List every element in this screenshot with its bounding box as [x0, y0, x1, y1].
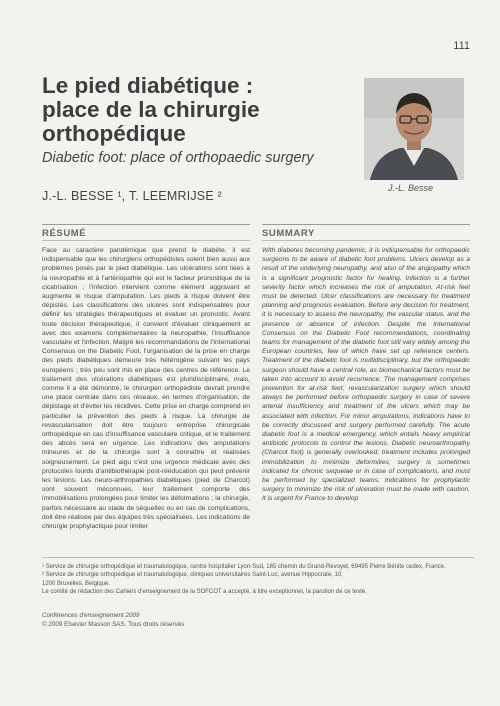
title-block [42, 74, 342, 166]
conference-line: Conférences d'enseignement 2009 [42, 612, 140, 619]
footnotes [42, 557, 474, 596]
article-subtitle: Diabetic foot: place of orthopaedic surgery [42, 150, 314, 166]
summary-text: With diabetes becoming pandemic, it is indispensable for orthopaedic surgeons to be aware of diabetic foot problems. Ulcers develop as a result of the underlying neuropathy, and also of the angiopathy which is a significant prognostic factor for healing. Infection is a further severity factor which increases the risk of amputation. At-risk feet must be detected. Ulcer classifications are necessary for treatment planning and prognosis evaluation. Before any decision for treatment, it is necessary to assess the neuropathy, the vascular status, and the presence or absence of infection. Despite the International Consensus on the Diabetic Foot recommendations, coordinating teams for management of the diabetic foot still vary widely among the European countries, few of which have set up reference centers. Treatment of the diabetic foot is multidisciplinary, but the orthopaedic surgeon should have a central role, as biomechanical factors must be taken into account to avoid recurrence. The management comprises prevention for at-risk feet; revascularization surgery which should always be performed before orthopaedic surgery in case of severe arterial insufficiency and treatment of the ulcers which may be associated with infection. For minor amputations, indications have to be correctly discussed and surgery performed carefully. The acute diabetic foot is a medical emergency, which entails heavy empirical antibiotic protocols to control the lesions. Diabetic neuroarthropathy (Charcot foot) is generally overlooked; treatment includes prolonged immobilization to minimize deformities; surgery is sometimes indicated for chronic sequelae or in case of complications, and must be performed by specialized teams. Indications for prophylactic surgery to minimize the risk of ulceration must be made with caution. It is urgent for France to develop [262, 247, 470, 503]
title-line-2: place de la chirurgie [42, 97, 260, 122]
article-title [42, 74, 342, 146]
page-number: 111 [453, 40, 470, 52]
title-line-3: orthopédique [42, 121, 186, 146]
footnote-3: 1200 Bruxelles, Belgique. [42, 580, 111, 587]
portrait-caption: J.-L. Besse [388, 183, 434, 193]
summary-column [262, 224, 470, 521]
authors-line: J.-L. BESSE ¹, T. LEEMRIJSE ² [42, 189, 222, 203]
author-portrait [364, 78, 464, 180]
footnote-1: ¹ Service de chirurgie orthopédique et traumatologique, centre hospitalier Lyon-Sud, 165 chemin du Grand-Revoyet, 69495 Pierre Bénite cedex, France. [42, 564, 446, 570]
copyright-line: © 2009 Elsevier Masson SAS. Tous droits réservés [42, 620, 185, 628]
resume-column [42, 224, 250, 531]
resume-heading: RÉSUMÉ [42, 224, 250, 241]
title-line-1: Le pied diabétique : [42, 73, 254, 98]
resume-text: Face au caractère pandémique que prend le diabète, il est indispensable que les chirurgiens orthopédistes soient bien aussi aux problèmes posés par le pied diabétique. Les ulcérations sont liées à la neuropathie et à l'artériopathie qui est le facteur pronostique de la cicatrisation ; l'infection intervient comme élément aggravant et augmente le risque d'amputation. Les pieds à risque doivent être dépistés. Les classifications des ulcères sont indispensables pour définir les stratégies thérapeutiques et évaluer un pronostic. Avant toute décision thérapeutique, il convient d'évaluer cliniquement et avec des examens complémentaires la neuropathie, l'insuffisance vasculaire et l'infection. Malgré les recommandations de l'International Consensus on the Diabetic Foot, l'organisation de la prise en charge des pieds diabétiques demeure très hétérogène suivant les pays européens ; très peu sont mis en place des centres de référence. Le traitement des ulcérations diabétiques est pluridisciplinaire, mais, comme il a été démontré, le chirurgien orthopédiste devrait prendre une place centrale dans ces réseaux, en termes d'organisation, de dépistage et d'éviter les récidives. Cette prise en charge comprend en particulier la prévention des pieds à risque. La chirurgie de revascularisation doit être toujours entreprise chirurgicale orthopédique en cas d'insuffisance vasculaire critique, et le traitement des abcès sera en urgence. Les indications des amputations mineures et de la chirurgie sont à connaître et réalisées soigneusement. Le pied aigu c'est une urgence médicale avec des protocoles lourds d'antibiothérapie post-rééducation qui peut prévenir les lésions. Les neuro-arthropathies diabétiques (pied de Charcot) sont souvent méconnues, leur traitement comporte des immobilisations prolongées pour limiter les déformations ; la chirurgie, parfois nécessaire au stade de séquelles ou en cas de complications, doit être réalisée par des équipes très spécialisées. Les indications de chirurgie prophylactique pour limiter [42, 247, 250, 531]
portrait-image [364, 78, 464, 180]
footnote-4: Le comité de rédaction des Cahiers d'enseignement de la SOFCOT a accepté, à titre exceptionnel, la parution de ce texte. [42, 588, 367, 595]
footnote-2: ² Service de chirurgie orthopédique et traumatologique, cliniques universitaires Saint-Luc, avenue Hippocrate, 10, [42, 572, 343, 579]
summary-heading: SUMMARY [262, 224, 470, 241]
reception-info [42, 612, 474, 629]
